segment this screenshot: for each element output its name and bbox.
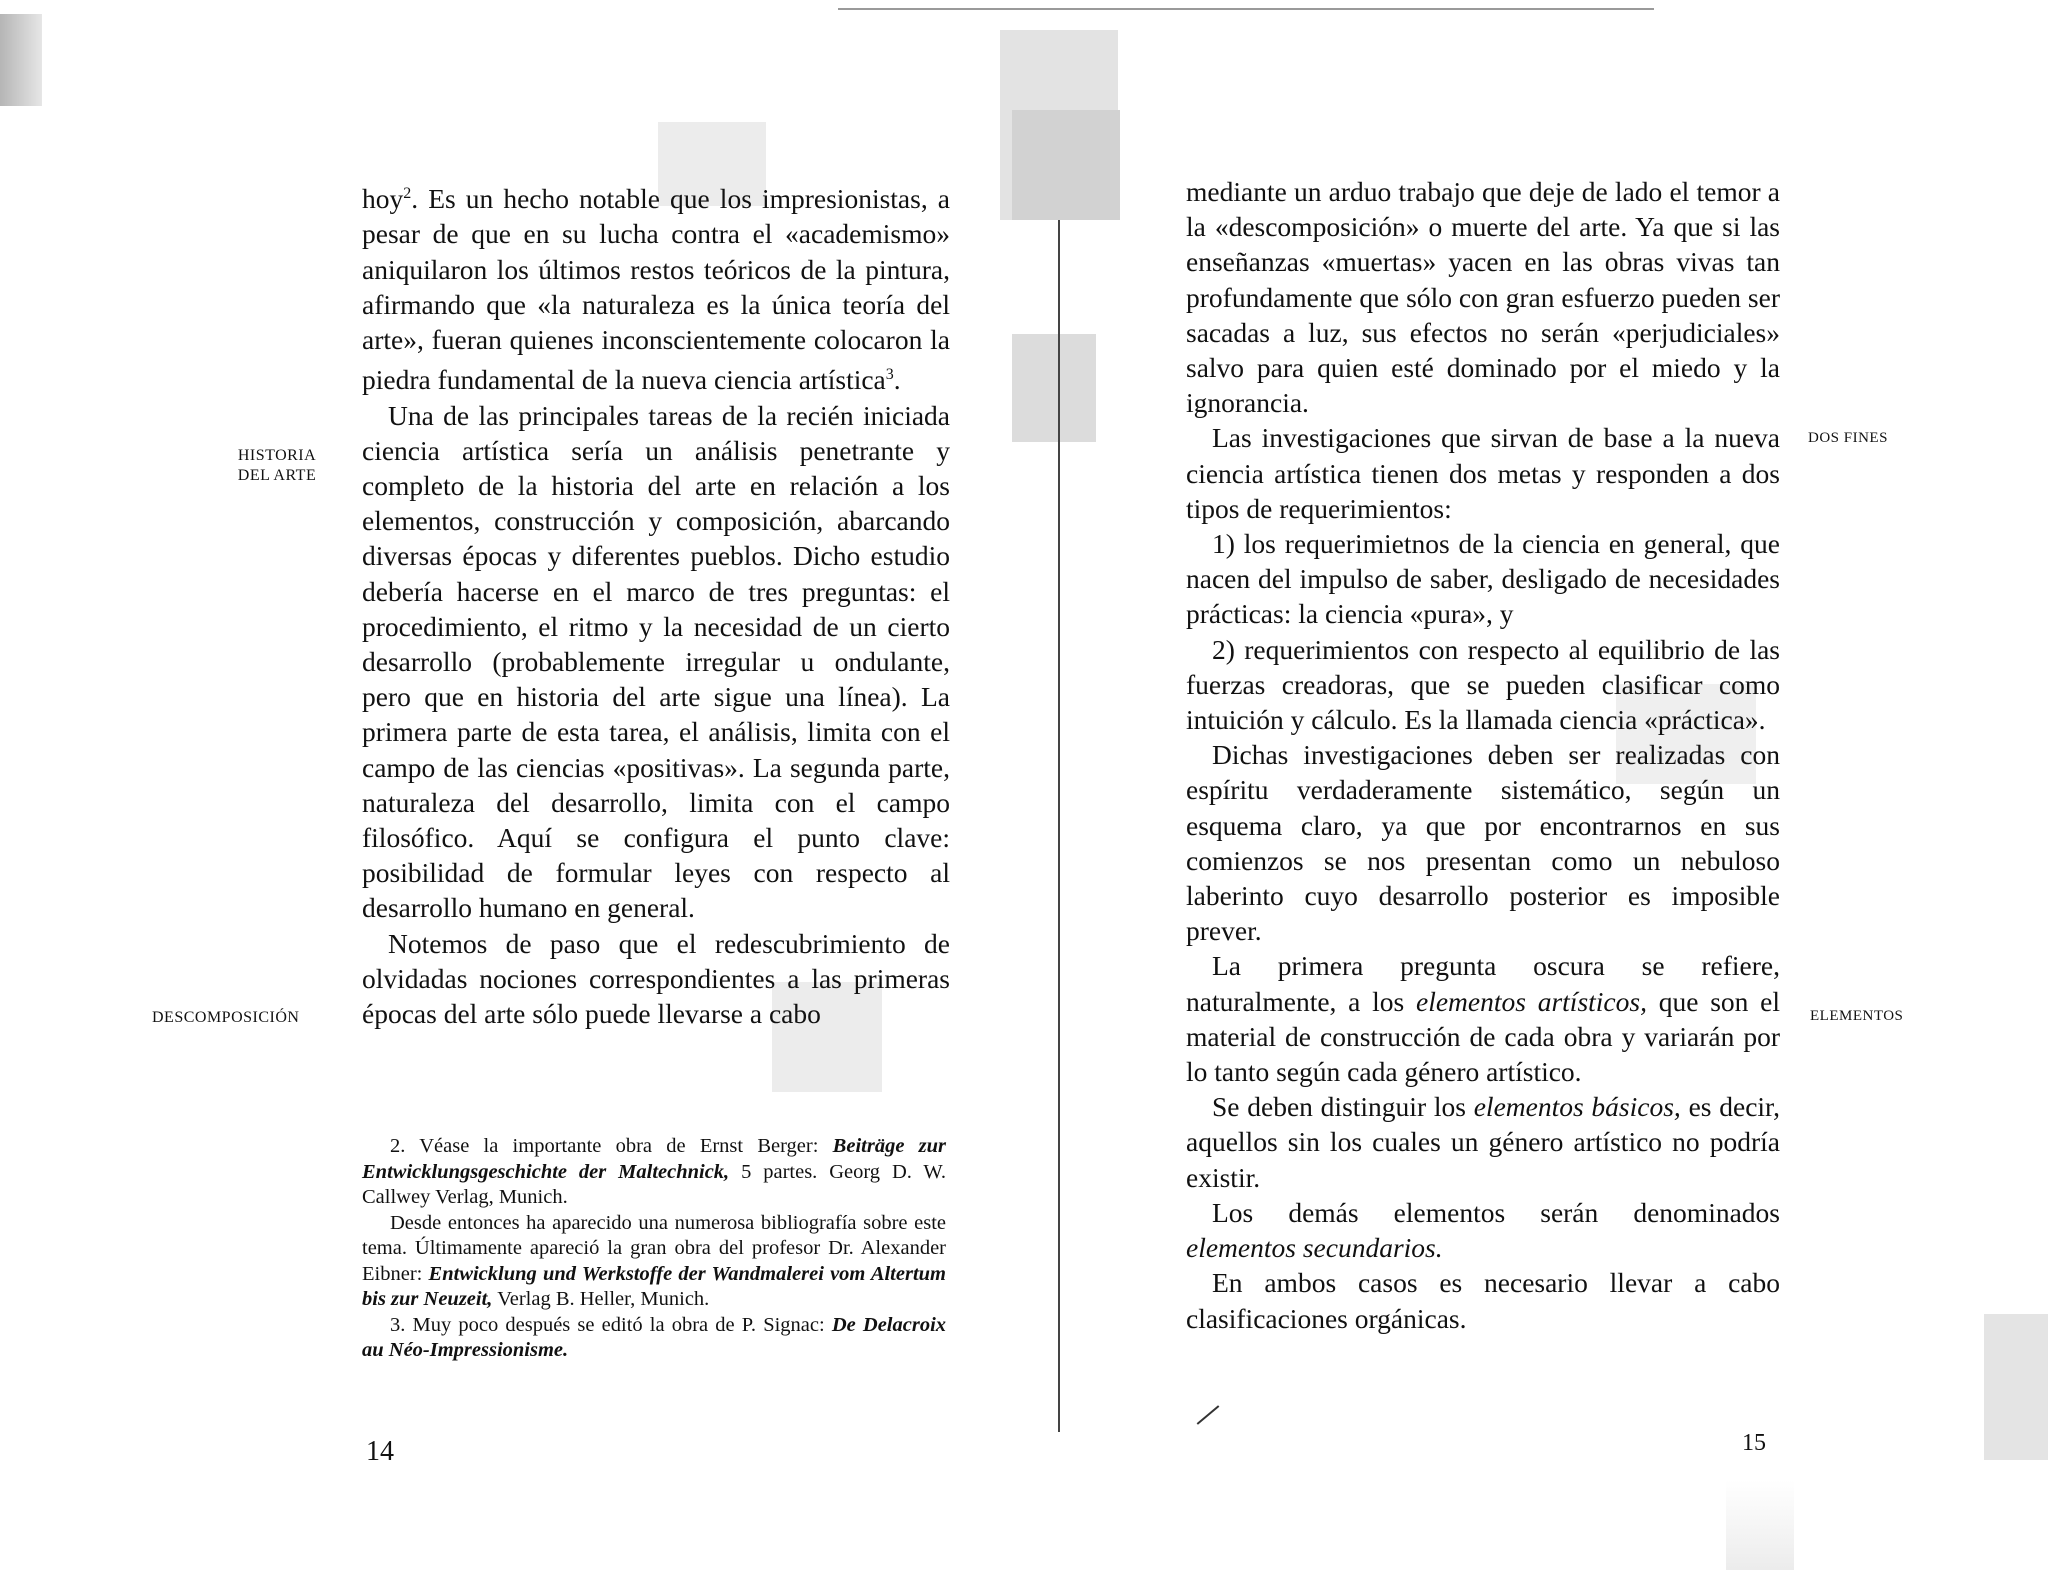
footnote-2-cont: [362, 1211, 946, 1313]
marginal-note-elementos: ELEMENTOS: [1810, 1008, 1904, 1024]
paragraph: 2) requerimientos con respecto al equilibrio de las fuerzas creadoras, que se pueden clasificar como intuición y cálculo. Es la llamada ciencia «práctica».: [1186, 633, 1780, 736]
text-run: que son el material de construcción de cada obra y variarán por lo tanto según cada género artístico.: [1186, 985, 1781, 1088]
footnote-ref: 3: [885, 366, 894, 384]
text-run: . Es un hecho notable que los impresionistas, a pesar de que en su lucha contra el «academismo» aniquilaron los últimos restos teóricos de la pintura, afirmando que «la naturaleza es la única teoría del arte», fueran quienes inconscientemente colocaron la piedra fundamental de la nueva ciencia artística: [362, 183, 950, 396]
text-run: hoy: [362, 183, 404, 215]
right-body-text: [1186, 174, 1780, 1336]
paragraph: [1186, 1195, 1780, 1265]
page-number: 15: [1742, 1430, 1766, 1456]
marginal-note-descomposicion: DESCOMPOSICIÓN: [152, 1009, 300, 1026]
paragraph: En ambos casos es necesario llevar a cabo clasificaciones orgánicas.: [1186, 1267, 1780, 1334]
text-run: es decir, aquellos sin los cuales un género artístico no podría existir.: [1186, 1091, 1780, 1193]
text-run: .: [893, 364, 901, 396]
paragraph: [362, 176, 950, 398]
text-run: 3. Muy poco después se editó la obra de P. Signac:: [390, 1313, 825, 1336]
footnotes: [362, 1134, 946, 1364]
marginal-note-dos-fines: DOS FINES: [1808, 430, 1888, 446]
text-run: 5 partes. Georg D. W. Callwey Verlag, Munich.: [362, 1160, 946, 1208]
footnote-3: [362, 1313, 946, 1364]
paragraph: 1) los requerimietnos de la ciencia en general, que nacen del impulso de saber, desligado de necesidades prácticas: la ciencia «pura», y: [1186, 528, 1780, 630]
italic-term: elementos artísticos,: [1416, 985, 1647, 1017]
work-title: Beiträge zur Entwicklungsgeschichte der Maltechnick,: [362, 1135, 946, 1183]
paragraph: Notemos de paso que el redescubrimiento de olvidadas nociones correspondientes a las primeras épocas del arte sólo puede llevarse a cabo: [362, 927, 950, 1029]
work-title: De Delacroix au Néo-Impressionisme.: [362, 1313, 947, 1361]
work-title: Entwicklung und Werkstoffe der Wandmalerei vom Altertum bis zur Neuzeit,: [362, 1262, 946, 1310]
italic-term: elementos secundarios.: [1186, 1232, 1443, 1264]
paragraph: [1186, 1089, 1780, 1195]
text-run: Se deben distinguir los: [1212, 1091, 1466, 1123]
footnote-2: [362, 1134, 946, 1211]
paragraph: [1186, 948, 1780, 1089]
text-run: 2. Véase la importante obra de Ernst Berger:: [390, 1135, 819, 1157]
text-run: Desde entonces ha aparecido una numerosa bibliografía sobre este tema. Últimamente apareció la gran obra del profesor Dr. Alexander Eibner:: [362, 1211, 946, 1285]
page-number: 14: [366, 1436, 394, 1467]
text-run: Los demás elementos serán denominados: [1212, 1196, 1780, 1228]
text-run: Verlag B. Heller, Munich.: [497, 1288, 710, 1310]
paragraph: Las investigaciones que sirvan de base a la nueva ciencia artística tienen dos metas y responden a dos tipos de requerimientos:: [1186, 422, 1780, 524]
footnote-ref: 2: [403, 185, 412, 202]
paragraph: Dichas investigaciones deben ser realizadas con espíritu verdaderamente sistemático, según un esquema claro, ya que por encontrarnos en sus comienzos se nos presentan como un nebuloso laberinto cuyo desarrollo posterior es imposible prever.: [1186, 739, 1780, 947]
italic-term: elementos básicos,: [1473, 1091, 1681, 1123]
left-body-text: [362, 176, 950, 1031]
paragraph: Una de las principales tareas de la recién iniciada ciencia artística sería un análisis penetrante y completo de la historia del arte en relación a los elementos, construcción y composición, abarcando diversas épocas y diferentes pueblos. Dicho estudio debería hacerse en el marco de tres preguntas: el procedimiento, el ritmo y la necesidad de un cierto desarrollo (probablemente irregular u ondulante, pero que en historia del arte sigue una línea). La primera parte de esta tarea, el análisis, limita con el campo de las ciencias «positivas». La segunda parte, naturaleza del desarrollo, limita con el campo filosófico. Aquí se configura el punto clave: posibilidad de formular leyes con respecto al desarrollo humano en general.: [362, 399, 950, 924]
paragraph: mediante un arduo trabajo que deje de lado el temor a la «descomposición» o muerte del arte. Ya que si las enseñanzas «muertas» yacen en las obras vivas tan profundamente que sólo con gran esfuerzo pueden ser sacadas a luz, sus efectos no serán «perjudiciales» salvo para quien esté dominado por el miedo y la ignorancia.: [1186, 176, 1780, 419]
text-run: La primera pregunta oscura se refiere, naturalmente, a los: [1186, 950, 1780, 1017]
marginal-note-historia: HISTORIA DEL ARTE: [237, 447, 317, 484]
